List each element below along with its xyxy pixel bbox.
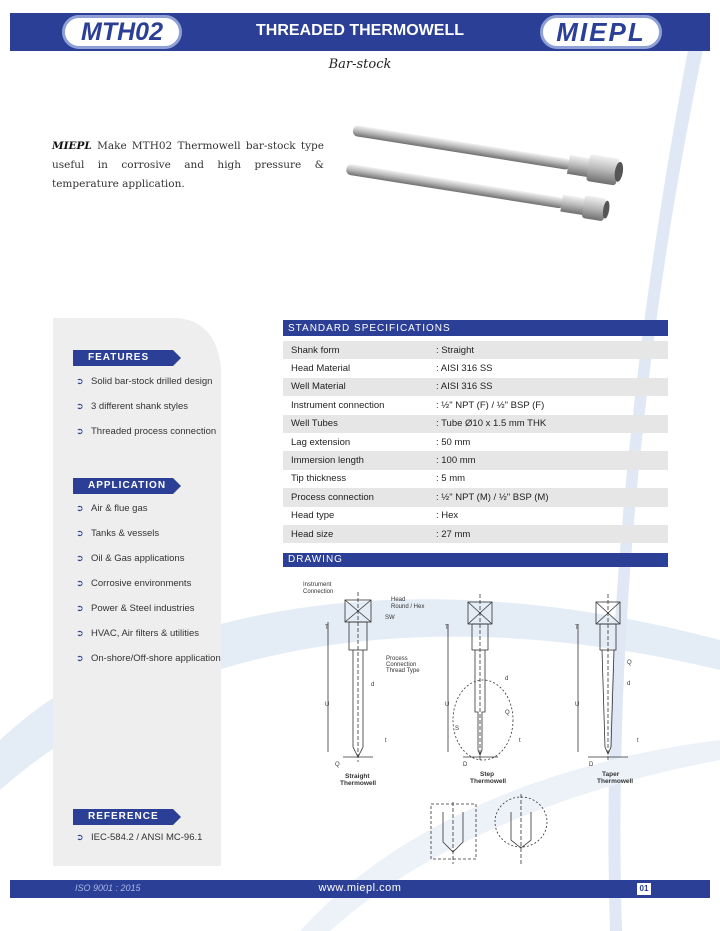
iso-certification: ISO 9001 : 2015 (75, 883, 141, 893)
detail-views (431, 794, 547, 864)
caption-straight-2: Thermowell (340, 780, 377, 787)
table-row: Well Material : AISI 316 SS (283, 378, 668, 396)
caption-straight-1: Straight (345, 773, 370, 780)
bullet-icon: ➲ (76, 426, 84, 436)
label-d-1: d (371, 682, 375, 688)
features-list (76, 376, 216, 451)
specs-title: STANDARD SPECIFICATIONS (283, 320, 668, 336)
label-u-2: U (445, 702, 450, 708)
model-name: MTH02 (81, 17, 163, 46)
list-item: ➲ Air & flue gas (76, 503, 148, 514)
list-item: ➲ IEC-584.2 / ANSI MC-96.1 (76, 832, 203, 843)
label-head-1: Head (391, 597, 406, 603)
subtitle: Bar-stock (328, 57, 392, 72)
label-D-3: D (589, 762, 594, 768)
model-badge (62, 15, 182, 49)
bullet-icon: ➲ (76, 628, 84, 638)
reference-list (76, 832, 202, 857)
label-sw: SW (385, 615, 395, 621)
label-process-1: Process (386, 656, 408, 662)
caption-step-1: Step (480, 771, 495, 778)
bullet-icon: ➲ (76, 376, 84, 386)
list-item: ➲ Oil & Gas applications (76, 553, 185, 564)
table-row: Instrument connection : ½" NPT (F) / ½" BSP (F) (291, 399, 545, 411)
page-number: 01 (637, 883, 651, 895)
application-title: APPLICATION (73, 478, 173, 494)
reference-title: REFERENCE (73, 809, 173, 825)
brand-logo (540, 15, 662, 49)
caption-taper-1: Taper (602, 771, 620, 778)
list-item: ➲ 3 different shank styles (76, 401, 188, 412)
list-item: ➲ On-shore/Off-shore application (76, 653, 221, 664)
label-process-3: Thread Type (386, 668, 420, 674)
bullet-icon: ➲ (76, 503, 84, 513)
label-d-3: d (627, 681, 631, 687)
specs-table (283, 341, 668, 543)
label-D-2: D (463, 762, 468, 768)
label-head-2: Round / Hex (391, 604, 425, 610)
list-item: ➲ Corrosive environments (76, 578, 192, 589)
taper-thermowell (578, 594, 631, 762)
label-tip-3: t (637, 738, 639, 744)
bullet-icon: ➲ (76, 578, 84, 588)
label-s: S (455, 726, 460, 732)
label-u-3: U (575, 702, 580, 708)
table-row: Head size : 27 mm (283, 525, 668, 543)
list-item: ➲ Threaded process connection (76, 426, 217, 437)
label-q-1: Q (335, 762, 340, 768)
label-t-1: T (325, 625, 329, 631)
drawing-title: DRAWING (283, 553, 668, 567)
straight-thermowell (328, 592, 373, 762)
label-t-3: T (575, 625, 579, 631)
label-instrument-2: Connection (303, 589, 334, 595)
table-row: Head Material : AISI 316 SS (291, 363, 493, 375)
label-q-3: Q (627, 660, 632, 666)
website-link[interactable]: www.miepl.com (318, 882, 402, 894)
label-t-2: T (445, 625, 449, 631)
header-bar (10, 13, 710, 51)
features-title: FEATURES (73, 350, 173, 366)
intro-paragraph (52, 137, 324, 194)
table-row: Lag extension : 50 mm (291, 436, 471, 448)
label-d-2: d (505, 676, 509, 682)
logo-text: MIEPL (556, 16, 646, 47)
table-row: Shank form : Straight (283, 341, 668, 359)
list-item: ➲ Tanks & vessels (76, 528, 160, 539)
bullet-icon: ➲ (76, 832, 84, 842)
table-row: Head type : Hex (291, 510, 459, 522)
label-tip-2: t (519, 738, 521, 744)
application-list (76, 503, 221, 678)
intro-text: Make MTH02 Thermowell bar-stock type useful in corrosive and high pressure & temperature application. (52, 140, 324, 190)
list-item: ➲ Solid bar-stock drilled design (76, 376, 213, 387)
table-row: Tip thickness : 5 mm (291, 473, 466, 485)
label-instrument-1: Instrument (303, 582, 332, 588)
label-process-2: Connection (386, 662, 417, 668)
bullet-icon: ➲ (76, 401, 84, 411)
label-q-2: Q (505, 710, 510, 716)
caption-step-2: Thermowell (470, 778, 507, 785)
bullet-icon: ➲ (76, 553, 84, 563)
footer-bar (10, 880, 710, 898)
table-row: Immersion length : 100 mm (283, 451, 668, 469)
list-item: ➲ HVAC, Air filters & utilities (76, 628, 200, 639)
product-photo (330, 125, 630, 265)
caption-taper-2: Thermowell (597, 778, 634, 785)
table-row: Well Tubes : Tube Ø10 x 1.5 mm THK (283, 415, 668, 433)
technical-drawing (283, 572, 668, 872)
bullet-icon: ➲ (76, 653, 84, 663)
step-thermowell (448, 594, 513, 762)
label-tip-1: t (385, 738, 387, 744)
bullet-icon: ➲ (76, 528, 84, 538)
page-title: THREADED THERMOWELL (256, 22, 464, 39)
label-u-1: U (325, 702, 330, 708)
table-row: Process connection : ½" NPT (M) / ½" BSP (M) (283, 488, 668, 506)
list-item: ➲ Power & Steel industries (76, 603, 195, 614)
bullet-icon: ➲ (76, 603, 84, 613)
intro-brand: MIEPL (52, 140, 92, 152)
